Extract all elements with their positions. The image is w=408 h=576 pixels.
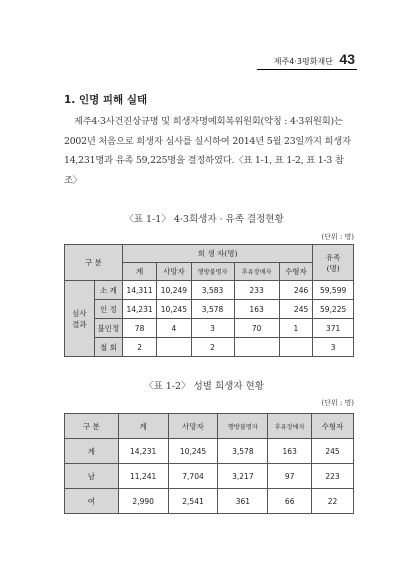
table2-header: 구 분 — [65, 414, 119, 439]
table1-cell: 78 — [122, 319, 156, 338]
table1-cell — [234, 338, 279, 357]
table2-unit: (단위 : 명) — [321, 399, 354, 407]
table1-cell: 246 — [279, 281, 313, 300]
table2-cell: 223 — [312, 464, 354, 489]
table1-cell: 245 — [279, 300, 313, 319]
running-head-text: 제주4·3평화재단 — [273, 57, 333, 66]
table1-row-label: 소 계 — [94, 281, 122, 300]
table1-cell: 10,245 — [157, 300, 191, 319]
table2-header: 사망자 — [168, 414, 218, 439]
table2-row-label: 여 — [65, 489, 119, 514]
table1-header-victims: 희 생 자(명) — [122, 245, 312, 263]
table2-cell: 2,541 — [168, 489, 218, 514]
table1-cell: 14,311 — [122, 281, 156, 300]
table1-cell: 1 — [279, 319, 313, 338]
table1-subheader: 계 — [122, 263, 156, 281]
table2-cell: 22 — [312, 489, 354, 514]
table1-cell: 4 — [157, 319, 191, 338]
table1-header-gubun: 구 분 — [65, 245, 123, 281]
table1-cell: 3,583 — [191, 281, 234, 300]
table1-cell: 2 — [191, 338, 234, 357]
table1-cell: 59,225 — [313, 300, 354, 319]
table1-row-label: 불인정 — [94, 319, 122, 338]
table1-cell: 3 — [191, 319, 234, 338]
table2-header: 후유장애자 — [268, 414, 312, 439]
table1-cell: 59,599 — [313, 281, 354, 300]
table2-cell: 10,245 — [168, 439, 218, 464]
table2-cell: 2,990 — [118, 489, 168, 514]
header-rule — [257, 69, 357, 70]
table1 — [64, 244, 354, 357]
table1-cell: 70 — [234, 319, 279, 338]
table2-cell: 11,241 — [118, 464, 168, 489]
table2-cell: 361 — [218, 489, 268, 514]
table2-cell: 163 — [268, 439, 312, 464]
table1-cell: 10,249 — [157, 281, 191, 300]
table1-cell: 233 — [234, 281, 279, 300]
table2-row-label: 남 — [65, 464, 119, 489]
table1-subheader: 사망자 — [157, 263, 191, 281]
body-paragraph: 제주4·3사건진상규명 및 희생자명예회복위원회(약칭 : 4·3위원회)는 2002년 처음으로 희생자 심사를 실시하여 2014년 5월 23일까지 희생자 14,231명과 유족 59,225명을 결정하였다.〈표 1-1, 표 1-2, 표 1-3 참조〉 — [64, 116, 351, 186]
table2-header: 계 — [118, 414, 168, 439]
table1-row-label: 철 회 — [94, 338, 122, 357]
table1-cell: 163 — [234, 300, 279, 319]
table1-caption: 〈표 1-1〉 4·3희생자 · 유족 결정현황 — [124, 214, 284, 225]
table1-header-families: 유족 (명) — [313, 245, 354, 281]
table1-row-label: 인 정 — [94, 300, 122, 319]
table2-header: 수형자 — [312, 414, 354, 439]
running-head — [274, 51, 355, 67]
table2-cell: 7,704 — [168, 464, 218, 489]
table2-cell: 245 — [312, 439, 354, 464]
table2-cell: 3,217 — [218, 464, 268, 489]
table2-cell: 97 — [268, 464, 312, 489]
table2 — [64, 413, 354, 514]
table1-subheader: 행방불명자 — [191, 263, 234, 281]
table1-cell — [279, 338, 313, 357]
table1-unit: (단위 : 명) — [321, 233, 354, 241]
table1-group-label: 심사결과 — [65, 281, 95, 357]
table1-subheader: 수형자 — [279, 263, 313, 281]
table2-cell: 14,231 — [118, 439, 168, 464]
table1-cell: 14,231 — [122, 300, 156, 319]
table2-cell: 66 — [268, 489, 312, 514]
table2-cell: 3,578 — [218, 439, 268, 464]
table1-subheader: 후유장애자 — [234, 263, 279, 281]
table1-cell: 3 — [313, 338, 354, 357]
table1-cell: 3,578 — [191, 300, 234, 319]
section-title: 1. 인명 피해 실태 — [64, 94, 148, 106]
table2-caption: 〈표 1-2〉 성별 희생자 현황 — [144, 381, 264, 392]
table1-cell — [157, 338, 191, 357]
table2-row-label: 계 — [65, 439, 119, 464]
table1-cell: 2 — [122, 338, 156, 357]
table1-cell: 371 — [313, 319, 354, 338]
table2-header: 행방불명자 — [218, 414, 268, 439]
page-number: 43 — [339, 51, 355, 67]
